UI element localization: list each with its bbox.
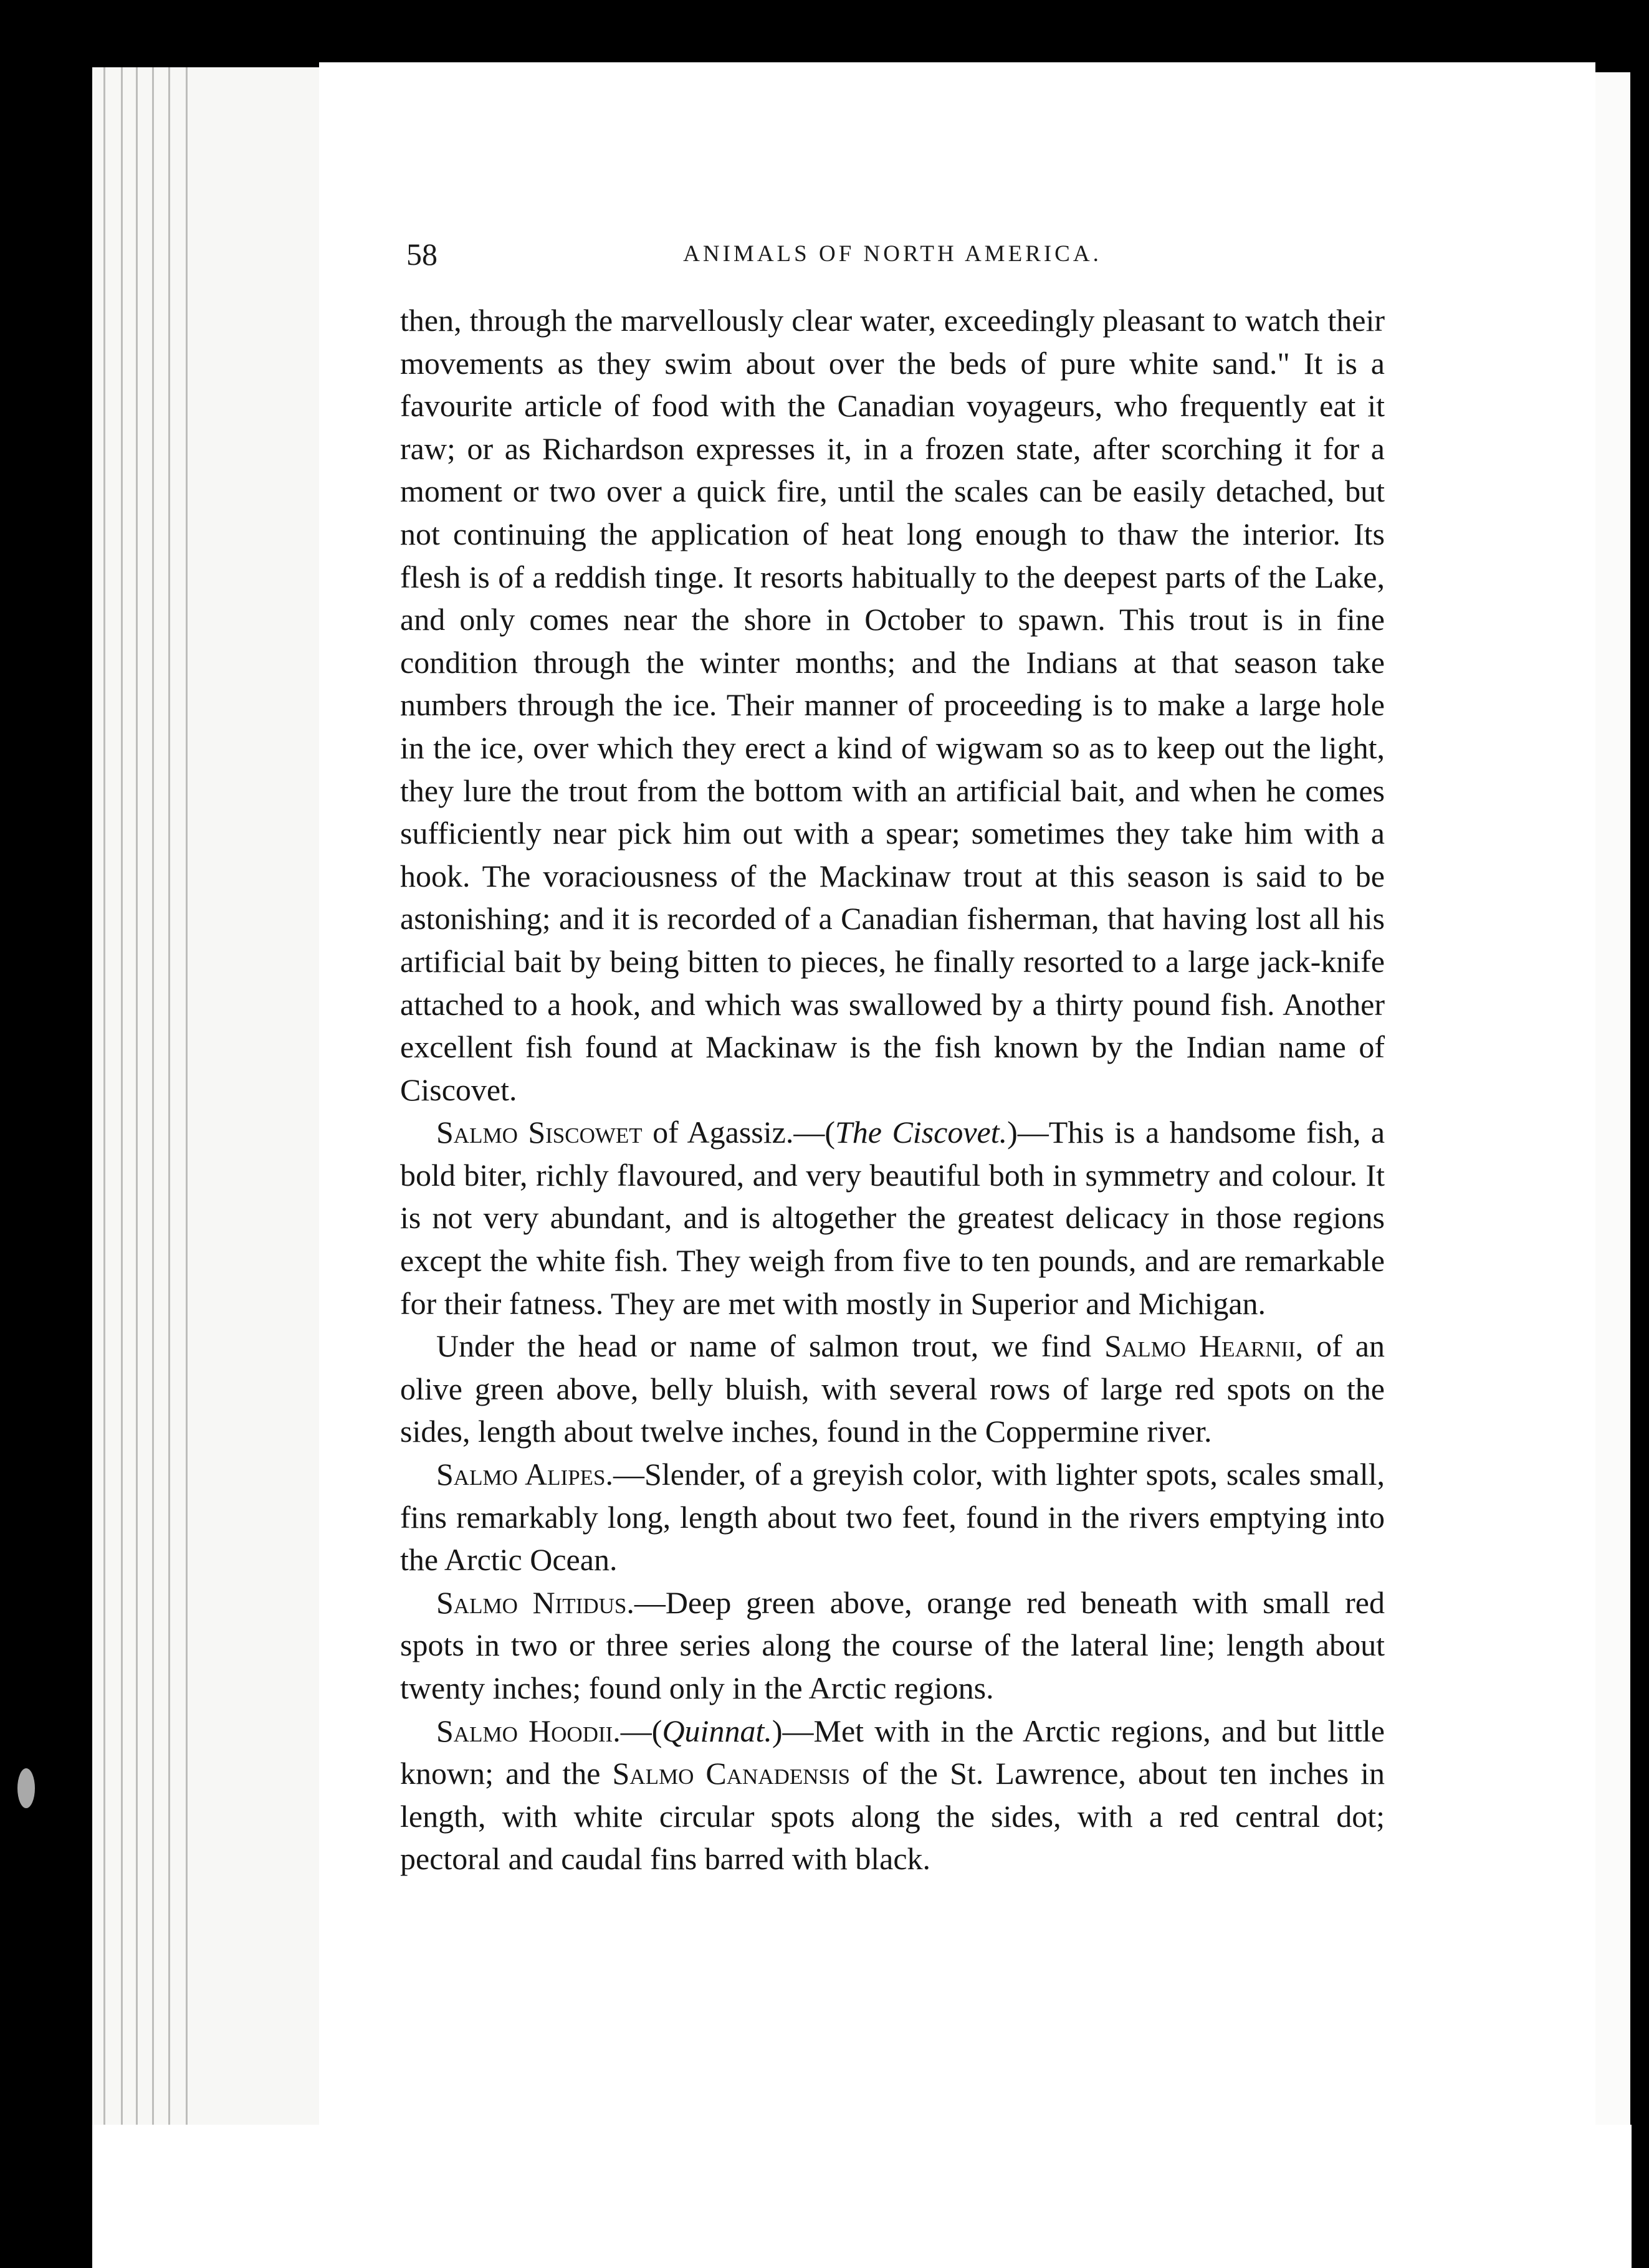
species-name: Salmo Hoodii.: [436, 1713, 621, 1748]
species-name: Salmo Hearnii: [1104, 1328, 1296, 1364]
paragraph-salmo-hearnii: [400, 1325, 1385, 1453]
text-run: of the St. Lawrence, about ten inches in length, with white circular spots along the sides, with a red central dot; pectoral and caudal fins barred with black.: [400, 1756, 1385, 1877]
species-name: Salmo Siscowet: [436, 1115, 643, 1150]
scan-speck: [17, 1768, 35, 1808]
stacked-page-edges: [92, 67, 335, 2136]
text-run: —Deep green above, orange red beneath with small red spots in two or three series along the course of the lateral line; length about twenty inches; found only in the Arctic regions.: [400, 1584, 1385, 1705]
body-text: [400, 299, 1385, 1880]
common-name: Quinnat.: [662, 1713, 772, 1748]
text-run: , of an olive green above, belly bluish, with several rows of large red spots on the sides, length about twelve inches, found in the Coppermine river.: [400, 1328, 1385, 1449]
page-edge-line: [136, 67, 138, 2136]
species-name: Salmo Alipes.: [436, 1457, 614, 1492]
text-run: —(: [620, 1713, 662, 1748]
text-run: )—This is a handsome fish, a bold biter, richly flavoured, and very beautiful both in symmetry and colour. It is not very abundant, and is altogether the greatest delicacy in those regions except the white fish. They weigh from five to ten pounds, and are remarkable for their fatness. They are met with mostly in Superior and Michigan.: [400, 1115, 1385, 1321]
paragraph-salmo-alipes: [400, 1453, 1385, 1581]
text-run: of Agassiz.—(: [642, 1115, 835, 1150]
page-number: 58: [406, 237, 437, 272]
page-edge-line: [121, 67, 123, 2136]
facing-page-edge: [1595, 72, 1630, 2166]
paragraph-salmo-siscowet: [400, 1111, 1385, 1325]
page-edge-line: [103, 67, 105, 2136]
species-name: Salmo Nitidus.: [436, 1584, 634, 1620]
page-edge-line: [152, 67, 154, 2136]
text-run: —Slender, of a greyish color, with lighter spots, scales small, fins remarkably long, length about two feet, found in the rivers emptying into the Arctic Ocean.: [400, 1457, 1385, 1578]
text-run: Under the head or name of salmon trout, we find: [436, 1328, 1105, 1364]
paragraph-salmo-nitidus: [400, 1581, 1385, 1710]
page-edge-line: [168, 67, 170, 2136]
common-name: The Ciscovet.: [834, 1115, 1008, 1150]
text-run: )—Met with in the Arctic regions, and but little known; and the: [400, 1713, 1385, 1791]
species-name: Salmo Canadensis: [612, 1756, 851, 1791]
paragraph-continued: then, through the marvellously clear water, exceedingly pleasant to watch their movements as they swim about over the beds of pure white sand." It is a favourite article of food with the Canadian voyageurs, who frequently eat it raw; or as Richardson expresses it, in a frozen state, after scorching it for a moment or two over a quick fire, until the scales can be easily detached, but not continuing the application of heat long enough to thaw the interior. Its flesh is of a reddish tinge. It resorts habitually to the deepest parts of the Lake, and only comes near the shore in October to spawn. This trout is in fine condition through the winter months; and the Indians at that season take numbers through the ice. Their manner of proceeding is to make a large hole in the ice, over which they erect a kind of wigwam so as to keep out the light, they lure the trout from the bottom with an artificial bait, and when he comes sufficiently near pick him out with a spear; sometimes they take him with a hook. The voraciousness of the Mackinaw trout at this season is said to be astonishing; and it is recorded of a Canadian fisherman, that having lost all his artificial bait by being bitten to pieces, he finally resorted to a large jack-knife attached to a hook, and which was swallowed by a thirty pound fish. Another excellent fish found at Mackinaw is the fish known by the Indian name of Ciscovet.: [400, 303, 1385, 1107]
page-header: [406, 229, 1379, 279]
paragraph-salmo-hoodii: [400, 1710, 1385, 1880]
running-head: ANIMALS OF NORTH AMERICA.: [683, 241, 1102, 267]
page-edge-line: [186, 67, 188, 2136]
bottom-margin: [92, 2125, 1632, 2268]
